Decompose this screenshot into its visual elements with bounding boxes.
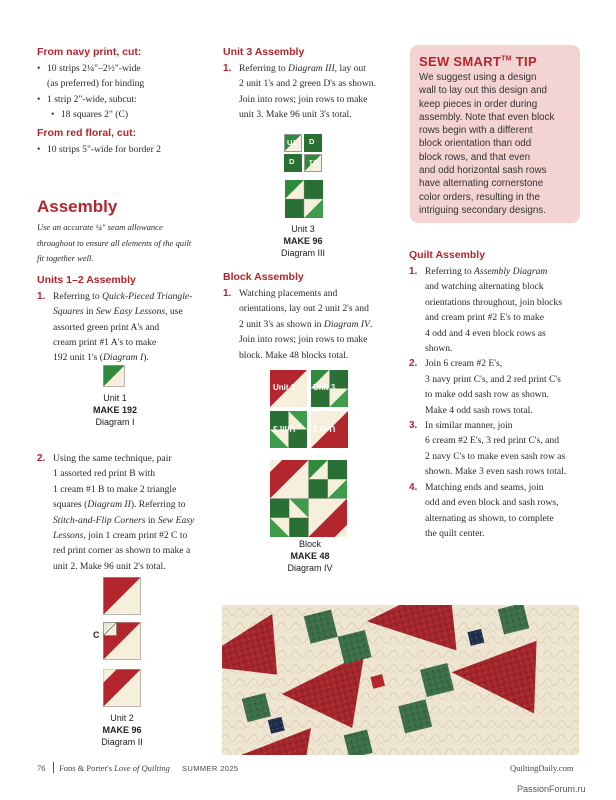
quilt-step-4: 4. Matching ends and seams, join odd and even block and sash rows, alternating as shown, to complete the quilt center. (409, 480, 585, 542)
unit1-caption: Unit 1 MAKE 192 Diagram I (92, 393, 137, 427)
step-line: 3 navy print C's, and 2 red print C's (425, 373, 561, 385)
step-line: shown. Make 3 even sash rows total. (425, 466, 567, 478)
footer-divider (53, 762, 54, 773)
stitch-flip-diagram (103, 622, 141, 660)
block-diagram (270, 460, 347, 537)
block-step1: 1. Watching placements and orientations, lay out 2 unit 2's and 2 unit 3's as shown in Diagram IV. Join into rows; join rows to make block. Make 48 blocks total. (223, 288, 373, 361)
unit3-heading: Unit 3 Assembly (223, 46, 305, 58)
step-line: orientations throughout, join blocks (425, 296, 562, 308)
step-line: 4 odd and 4 even block rows as (425, 327, 546, 339)
site-link[interactable]: QuiltingDaily.com (510, 763, 574, 773)
step-line: and cream print #2 E's to make (425, 312, 544, 324)
step-line: Join 6 cream #2 E's, (425, 358, 503, 370)
watermark: PassionForum.ru (517, 784, 586, 794)
step-line: Matching ends and seams, join (425, 481, 544, 493)
units12-heading: Units 1–2 Assembly (37, 273, 136, 286)
unit1-cell: U1 (284, 134, 302, 152)
issue-label: SUMMER 2025 (182, 764, 239, 773)
unit1-diagram (103, 365, 125, 387)
list-item: • 10 strips 2¼"–2½"-wide (as preferred) for binding (37, 61, 217, 92)
quilt-photo (222, 605, 579, 755)
quilt-assembly-heading: Quilt Assembly (409, 249, 486, 261)
d-cell: D (304, 134, 322, 152)
step-line: and watching alternating block (425, 281, 544, 293)
unit3-diagram (285, 180, 323, 218)
block-caption: Block MAKE 48 Diagram IV (287, 539, 333, 573)
page-number: 76 (37, 763, 46, 773)
assembly-title: Assembly (37, 197, 118, 216)
unit3-step1: 1. Referring to Diagram III, lay out 2 unit 1's and 2 green D's as shown. Join into rows; join rows to make unit 3. Make 96 unit 3's total. (223, 63, 376, 121)
tip-body: We suggest using a design wall to lay out this design and keep pieces in order during assembly. Note that even block rows begin with a different block orientation than odd block rows, and that even and odd horizontal sash rows have alternating cornerstone color orders, resulting in the intriguing secondary designs. (419, 72, 555, 216)
block-layout-diagram (270, 370, 348, 448)
step-line: alternating as shown, to complete (425, 512, 554, 524)
magazine-title: Fons & Porter's Love of Quilting (59, 763, 170, 773)
list-item: • 18 squares 2" (C) (37, 107, 217, 122)
step-line: 2 navy C's to make even sash row as (425, 450, 566, 462)
units12-step2: 2. Using the same technique, pair 1 assorted red print B with 1 cream #1 B to make 2 triangle squares (Diagram II). Referring to Stitch-and-Flip Corners in Sew Easy Lessons, join 1 cream print #2 C to red print corner as shown to make a unit 2. Make 96 unit 2's total. (37, 453, 195, 572)
step-line: In similar manner, join (425, 420, 513, 432)
assembly-section (37, 197, 219, 366)
cutting-section (37, 46, 217, 157)
piece-c-label: C (93, 630, 100, 640)
step-line: Referring to Assembly Diagram (425, 266, 548, 277)
block-section (223, 271, 408, 363)
block-unit-label: Unit 3 (313, 383, 336, 392)
quilt-step-3: 3. In similar manner, join 6 cream #2 E's, 3 red print C's, and 2 navy C's to make even sash row as shown. Make 3 even sash rows total. (409, 418, 585, 480)
step-line: the quilt center. (425, 527, 485, 539)
units12-step1: 1. Referring to Quick-Pieced Triangle- Squares in Sew Easy Lessons, use assorted green print A's and cream print #1 A's to make 192 unit 1's (Diagram I). (37, 290, 193, 364)
unit3-caption: Unit 3 MAKE 96 Diagram III (280, 224, 325, 258)
step-line: 6 cream #2 E's, 3 red print C's, and (425, 435, 560, 447)
unit3-layout-diagram (284, 134, 322, 172)
unit3-section (223, 46, 405, 123)
list-item: • 1 strip 2"-wide, subcut: (37, 92, 217, 107)
sew-smart-tip (410, 45, 580, 223)
block-unit-label: Unit 2 (313, 424, 336, 433)
step-line: shown. (425, 343, 453, 355)
step-line: to make odd sash row as shown. (425, 389, 549, 401)
list-item: • 10 strips 5"-wide for border 2 (37, 142, 217, 157)
unit2-caption: Unit 2 MAKE 96 Diagram II (101, 713, 143, 747)
unit1-cell: U1 (304, 154, 322, 172)
assembly-intro: Use an accurate ¼" seam allowance throughout to ensure all elements of the quilt fit together well. (37, 222, 192, 264)
quilt-assembly-section (409, 249, 585, 541)
step-line: odd and even block and sash rows, (425, 497, 559, 509)
block-unit-label: Unit 3 (273, 424, 296, 433)
block-unit-label: Unit 2 (273, 383, 296, 392)
unit2-diagram (103, 669, 141, 707)
quilt-assembly-steps (409, 264, 585, 541)
step-line: Make 4 odd sash rows total. (425, 404, 533, 416)
units12-step2-wrap (37, 451, 223, 574)
floral-cut-heading: From red floral, cut: (37, 126, 137, 139)
triangle-square-diagram (103, 577, 141, 615)
quilt-step-1: 1. Referring to Assembly Diagram and watching alternating block orientations throughout, join blocks and cream print #2 E's to make 4 odd and 4 even block rows as shown. (409, 264, 585, 356)
quilt-step-2: 2. Join 6 cream #2 E's, 3 navy print C's, and 2 red print C's to make odd sash row as shown. Make 4 odd sash rows total. (409, 356, 585, 418)
tip-title: SEW SMART™ TIP (419, 54, 537, 69)
navy-cut-heading: From navy print, cut: (37, 46, 142, 58)
floral-cut-list (37, 142, 217, 157)
navy-cut-list (37, 61, 217, 123)
d-cell: D (284, 154, 302, 172)
block-heading: Block Assembly (223, 271, 304, 283)
